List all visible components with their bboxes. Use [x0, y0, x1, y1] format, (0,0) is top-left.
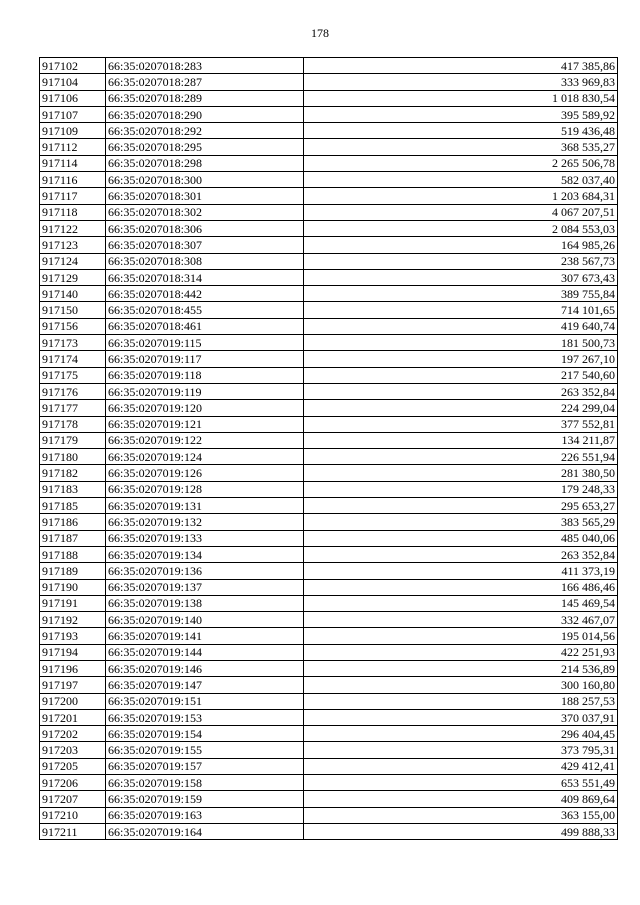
table-row	[40, 253, 618, 269]
table-row	[40, 204, 618, 220]
cadastral-value-cell: 411 373,19	[304, 563, 618, 579]
cadastral-value-cell: 263 352,84	[304, 546, 618, 562]
row-number-cell: 917112	[40, 139, 106, 155]
cadastral-number-cell: 66:35:0207019:144	[106, 644, 304, 660]
cadastral-number-cell: 66:35:0207019:134	[106, 546, 304, 562]
table-row	[40, 546, 618, 562]
table-row	[40, 595, 618, 611]
row-number-cell: 917197	[40, 677, 106, 693]
row-number-cell: 917192	[40, 612, 106, 628]
table-row	[40, 612, 618, 628]
cadastral-number-cell: 66:35:0207018:289	[106, 90, 304, 106]
table-row	[40, 742, 618, 758]
row-number-cell: 917123	[40, 237, 106, 253]
row-number-cell: 917175	[40, 367, 106, 383]
row-number-cell: 917150	[40, 302, 106, 318]
row-number-cell: 917122	[40, 220, 106, 236]
cadastral-value-cell: 363 155,00	[304, 807, 618, 823]
table-row	[40, 302, 618, 318]
cadastral-value-cell: 195 014,56	[304, 628, 618, 644]
row-number-cell: 917190	[40, 579, 106, 595]
cadastral-number-cell: 66:35:0207019:140	[106, 612, 304, 628]
table-row	[40, 367, 618, 383]
table-row	[40, 726, 618, 742]
cadastral-number-cell: 66:35:0207018:292	[106, 123, 304, 139]
cadastral-value-cell: 214 536,89	[304, 660, 618, 676]
cadastral-value-cell: 499 888,33	[304, 823, 618, 839]
cadastral-value-cell: 281 380,50	[304, 465, 618, 481]
table-row	[40, 286, 618, 302]
cadastral-number-cell: 66:35:0207018:442	[106, 286, 304, 302]
table-row	[40, 90, 618, 106]
table-row	[40, 400, 618, 416]
row-number-cell: 917205	[40, 758, 106, 774]
table-row	[40, 758, 618, 774]
cadastral-number-cell: 66:35:0207019:126	[106, 465, 304, 481]
row-number-cell: 917202	[40, 726, 106, 742]
cadastral-value-cell: 197 267,10	[304, 351, 618, 367]
row-number-cell: 917210	[40, 807, 106, 823]
row-number-cell: 917186	[40, 514, 106, 530]
cadastral-value-cell: 422 251,93	[304, 644, 618, 660]
cadastral-value-cell: 370 037,91	[304, 709, 618, 725]
row-number-cell: 917124	[40, 253, 106, 269]
table-row	[40, 514, 618, 530]
cadastral-value-cell: 224 299,04	[304, 400, 618, 416]
cadastral-number-cell: 66:35:0207019:115	[106, 335, 304, 351]
cadastral-number-cell: 66:35:0207019:146	[106, 660, 304, 676]
table-row	[40, 155, 618, 171]
table-row	[40, 709, 618, 725]
cadastral-number-cell: 66:35:0207019:133	[106, 530, 304, 546]
cadastral-value-cell: 300 160,80	[304, 677, 618, 693]
table-row	[40, 823, 618, 839]
cadastral-number-cell: 66:35:0207019:159	[106, 791, 304, 807]
cadastral-number-cell: 66:35:0207019:118	[106, 367, 304, 383]
cadastral-value-cell: 4 067 207,51	[304, 204, 618, 220]
table-row	[40, 432, 618, 448]
cadastral-number-cell: 66:35:0207018:461	[106, 318, 304, 334]
row-number-cell: 917176	[40, 383, 106, 399]
cadastral-number-cell: 66:35:0207019:138	[106, 595, 304, 611]
row-number-cell: 917206	[40, 775, 106, 791]
row-number-cell: 917140	[40, 286, 106, 302]
cadastral-value-cell: 419 640,74	[304, 318, 618, 334]
row-number-cell: 917109	[40, 123, 106, 139]
table-row	[40, 269, 618, 285]
cadastral-value-cell: 295 653,27	[304, 498, 618, 514]
cadastral-value-cell: 377 552,81	[304, 416, 618, 432]
cadastral-number-cell: 66:35:0207018:283	[106, 58, 304, 74]
cadastral-value-cell: 417 385,86	[304, 58, 618, 74]
cadastral-value-cell: 485 040,06	[304, 530, 618, 546]
cadastral-number-cell: 66:35:0207019:119	[106, 383, 304, 399]
table-body	[40, 58, 618, 840]
table-row	[40, 139, 618, 155]
cadastral-number-cell: 66:35:0207018:300	[106, 172, 304, 188]
cadastral-number-cell: 66:35:0207019:121	[106, 416, 304, 432]
table-row	[40, 188, 618, 204]
cadastral-number-cell: 66:35:0207019:120	[106, 400, 304, 416]
cadastral-number-cell: 66:35:0207019:122	[106, 432, 304, 448]
cadastral-value-cell: 164 985,26	[304, 237, 618, 253]
cadastral-number-cell: 66:35:0207018:295	[106, 139, 304, 155]
cadastral-number-cell: 66:35:0207019:164	[106, 823, 304, 839]
row-number-cell: 917129	[40, 269, 106, 285]
row-number-cell: 917177	[40, 400, 106, 416]
cadastral-number-cell: 66:35:0207018:287	[106, 74, 304, 90]
row-number-cell: 917118	[40, 204, 106, 220]
cadastral-value-cell: 226 551,94	[304, 449, 618, 465]
cadastral-value-cell: 145 469,54	[304, 595, 618, 611]
row-number-cell: 917178	[40, 416, 106, 432]
table-row	[40, 579, 618, 595]
cadastral-number-cell: 66:35:0207019:117	[106, 351, 304, 367]
cadastral-value-cell: 296 404,45	[304, 726, 618, 742]
row-number-cell: 917196	[40, 660, 106, 676]
row-number-cell: 917114	[40, 155, 106, 171]
table-row	[40, 383, 618, 399]
cadastral-value-cell: 582 037,40	[304, 172, 618, 188]
cadastral-value-cell: 368 535,27	[304, 139, 618, 155]
row-number-cell: 917189	[40, 563, 106, 579]
cadastral-value-cell: 395 589,92	[304, 106, 618, 122]
cadastral-value-cell: 333 969,83	[304, 74, 618, 90]
cadastral-value-cell: 2 265 506,78	[304, 155, 618, 171]
cadastral-value-cell: 519 436,48	[304, 123, 618, 139]
table-row	[40, 775, 618, 791]
row-number-cell: 917201	[40, 709, 106, 725]
row-number-cell: 917174	[40, 351, 106, 367]
table-row	[40, 351, 618, 367]
cadastral-value-cell: 389 755,84	[304, 286, 618, 302]
table-row	[40, 106, 618, 122]
row-number-cell: 917180	[40, 449, 106, 465]
table-row	[40, 335, 618, 351]
row-number-cell: 917207	[40, 791, 106, 807]
cadastral-number-cell: 66:35:0207018:308	[106, 253, 304, 269]
cadastral-value-cell: 1 203 684,31	[304, 188, 618, 204]
row-number-cell: 917194	[40, 644, 106, 660]
cadastral-number-cell: 66:35:0207019:154	[106, 726, 304, 742]
table-row	[40, 807, 618, 823]
cadastral-value-cell: 714 101,65	[304, 302, 618, 318]
cadastral-number-cell: 66:35:0207019:132	[106, 514, 304, 530]
cadastral-number-cell: 66:35:0207019:141	[106, 628, 304, 644]
cadastral-number-cell: 66:35:0207019:124	[106, 449, 304, 465]
cadastral-number-cell: 66:35:0207018:301	[106, 188, 304, 204]
row-number-cell: 917106	[40, 90, 106, 106]
table-row	[40, 237, 618, 253]
cadastral-value-cell: 217 540,60	[304, 367, 618, 383]
cadastral-value-cell: 383 565,29	[304, 514, 618, 530]
table-row	[40, 465, 618, 481]
table-row	[40, 58, 618, 74]
cadastral-number-cell: 66:35:0207019:136	[106, 563, 304, 579]
table-row	[40, 660, 618, 676]
cadastral-number-cell: 66:35:0207019:151	[106, 693, 304, 709]
row-number-cell: 917188	[40, 546, 106, 562]
table-row	[40, 318, 618, 334]
cadastral-value-cell: 1 018 830,54	[304, 90, 618, 106]
cadastral-number-cell: 66:35:0207019:155	[106, 742, 304, 758]
row-number-cell: 917117	[40, 188, 106, 204]
cadastral-value-cell: 429 412,41	[304, 758, 618, 774]
cadastral-value-cell: 409 869,64	[304, 791, 618, 807]
table-row	[40, 530, 618, 546]
cadastral-value-cell: 263 352,84	[304, 383, 618, 399]
row-number-cell: 917187	[40, 530, 106, 546]
row-number-cell: 917173	[40, 335, 106, 351]
cadastral-number-cell: 66:35:0207019:153	[106, 709, 304, 725]
cadastral-value-cell: 332 467,07	[304, 612, 618, 628]
row-number-cell: 917211	[40, 823, 106, 839]
row-number-cell: 917107	[40, 106, 106, 122]
cadastral-number-cell: 66:35:0207018:455	[106, 302, 304, 318]
row-number-cell: 917179	[40, 432, 106, 448]
cadastral-number-cell: 66:35:0207019:157	[106, 758, 304, 774]
cadastral-value-cell: 2 084 553,03	[304, 220, 618, 236]
cadastral-value-cell: 181 500,73	[304, 335, 618, 351]
row-number-cell: 917182	[40, 465, 106, 481]
cadastral-value-cell: 134 211,87	[304, 432, 618, 448]
row-number-cell: 917104	[40, 74, 106, 90]
cadastral-number-cell: 66:35:0207019:128	[106, 481, 304, 497]
row-number-cell: 917200	[40, 693, 106, 709]
cadastral-number-cell: 66:35:0207019:147	[106, 677, 304, 693]
table-row	[40, 677, 618, 693]
row-number-cell: 917193	[40, 628, 106, 644]
cadastral-number-cell: 66:35:0207018:307	[106, 237, 304, 253]
table-row	[40, 628, 618, 644]
cadastral-value-cell: 166 486,46	[304, 579, 618, 595]
cadastral-number-cell: 66:35:0207018:298	[106, 155, 304, 171]
row-number-cell: 917191	[40, 595, 106, 611]
row-number-cell: 917203	[40, 742, 106, 758]
cadastral-number-cell: 66:35:0207018:314	[106, 269, 304, 285]
table-row	[40, 791, 618, 807]
cadastral-number-cell: 66:35:0207018:290	[106, 106, 304, 122]
cadastral-value-table	[39, 57, 618, 840]
table-row	[40, 74, 618, 90]
row-number-cell: 917102	[40, 58, 106, 74]
table-row	[40, 416, 618, 432]
page-number: 178	[311, 26, 329, 40]
cadastral-number-cell: 66:35:0207018:302	[106, 204, 304, 220]
cadastral-number-cell: 66:35:0207018:306	[106, 220, 304, 236]
table-row	[40, 563, 618, 579]
row-number-cell: 917183	[40, 481, 106, 497]
table-row	[40, 644, 618, 660]
cadastral-number-cell: 66:35:0207019:131	[106, 498, 304, 514]
table-row	[40, 481, 618, 497]
cadastral-value-cell: 653 551,49	[304, 775, 618, 791]
table-row	[40, 693, 618, 709]
cadastral-number-cell: 66:35:0207019:163	[106, 807, 304, 823]
table-row	[40, 498, 618, 514]
table-row	[40, 123, 618, 139]
cadastral-value-cell: 238 567,73	[304, 253, 618, 269]
table-row	[40, 220, 618, 236]
row-number-cell: 917185	[40, 498, 106, 514]
row-number-cell: 917156	[40, 318, 106, 334]
cadastral-value-cell: 179 248,33	[304, 481, 618, 497]
table-row	[40, 449, 618, 465]
cadastral-value-cell: 373 795,31	[304, 742, 618, 758]
cadastral-value-cell: 188 257,53	[304, 693, 618, 709]
cadastral-number-cell: 66:35:0207019:137	[106, 579, 304, 595]
table-row	[40, 172, 618, 188]
row-number-cell: 917116	[40, 172, 106, 188]
cadastral-value-cell: 307 673,43	[304, 269, 618, 285]
cadastral-number-cell: 66:35:0207019:158	[106, 775, 304, 791]
